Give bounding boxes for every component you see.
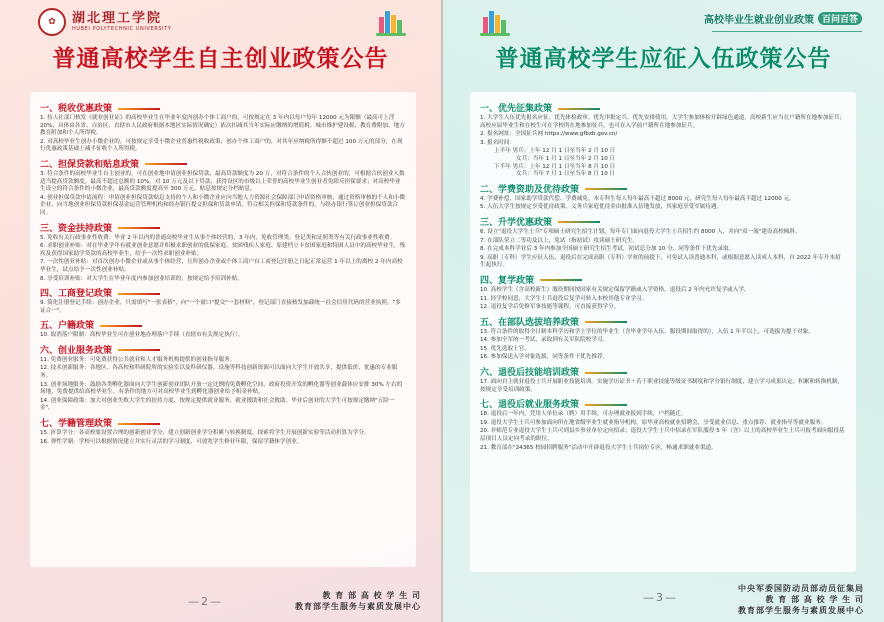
section-title: 五、户籍政策 xyxy=(40,318,406,331)
policy-item: 16. 参加保送入学对象选拔，同等条件下优先推荐。 xyxy=(480,354,609,361)
section-title: 三、升学优惠政策 xyxy=(480,215,846,228)
page-number: —2— xyxy=(188,595,223,608)
section-title: 四、工商登记政策 xyxy=(40,286,406,299)
page-title: 普通高校学生应征入伍政策公告 xyxy=(495,46,832,72)
policy-content xyxy=(470,92,856,572)
policy-item: 13. 创业场地服务：鼓励各类孵化器面向大学生创新创业团队开放一定比例的免费孵化空间，政府投资开发的孵化器等创业载体应安排 30% 左右的场地，免费提供给高校毕业生。有条件的地方可对高校毕业生到孵化器创业给予租金补贴。 xyxy=(40,381,403,396)
section-title: 六、退役后技能培训政策 xyxy=(480,365,846,378)
policy-item: 5. 免收有关行政事业性收费：毕业 2 年以内的普通高校毕业生从事个体经营的，3 年内，免收管理类、登记类和证照类等有关行政事业性收费。 xyxy=(40,234,396,241)
series-header xyxy=(704,11,862,26)
policy-item: 7. 一次性创业补贴：对首次创办小微企业或从事个体经营，且所创办企业或个体工商户自工商登记注册之日起正常运营 1 年以上的离校 2 年内高校毕业生，试点给予一次性创业补贴。 xyxy=(40,259,403,273)
section-title: 二、学费资助及优待政策 xyxy=(480,182,846,195)
school-name: 湖北理工学院 xyxy=(72,11,163,26)
employment-emblem-icon xyxy=(480,6,510,36)
school-logo xyxy=(38,8,171,36)
issuer-footer xyxy=(295,590,421,612)
issuer-line: 教育部学生服务与素质发展中心 xyxy=(738,606,864,615)
policy-item: 16. 弹性学制：学校可以根据情况建立并实行灵活的学习制度，可放宽学生修业年限，保留学籍休学创业。 xyxy=(40,438,303,445)
policy-item: 7. 在部队荣立二等功及以上，免试（指初试）攻读硕士研究生。 xyxy=(480,237,639,244)
section-title: 七、学籍管理政策 xyxy=(40,416,406,429)
schedule-line: 上半年 男兵：上年 12 月 1 日至当年 2 月 10 日 xyxy=(494,148,616,155)
policy-item: 14. 参加全军统一考试，录取到有关军队院校学习。 xyxy=(480,337,609,344)
policy-item: 12. 技术创新服务：各地区、各高校和科研院所的实验室以及科研仪器、设施等科技创新资源可以面向大学生开放共享，提供低价、优惠的专业服务。 xyxy=(40,365,398,380)
policy-item: 1. 持人社部门核发《就业创业证》的高校毕业生在毕业年度内创办个体工商户的，可按规定在 3 年内以每户每年 12000 元为限额（最高可上浮 20%，具体由各省、自治区、直辖市人民政府根据本地区实际情况确定）依次扣减其当年实际应缴纳的增值税、城市维护建设税、教育费附加、地方教育附加和个人所得税。 xyxy=(40,115,405,137)
policy-item: 21. 教育部在"24365 校园招聘服务"活动中开辟退役大学生士兵岗位专区，畅通求职就业渠道。 xyxy=(480,444,717,451)
policy-item: 11. 经学校同意，大学生士兵退役后复学可转入本校其他专业学习。 xyxy=(480,295,648,302)
section-title: 一、税收优惠政策 xyxy=(40,101,406,114)
series-header-text: 高校毕业生就业创业政策 xyxy=(703,15,814,26)
policy-item: 2. 报名网址：全国征兵网 https://www.gfbzb.gov.cn/ xyxy=(480,131,618,138)
schedule-line: 女兵：当年 1 月 1 日至当年 2 月 10 日 xyxy=(516,155,616,162)
section-title: 三、资金扶持政策 xyxy=(40,221,406,234)
issuer-footer xyxy=(738,583,864,616)
section-title: 一、优先征集政策 xyxy=(480,101,846,114)
policy-item: 12. 退役复学后免修军事技能等课程，可直接获得学分。 xyxy=(480,304,620,311)
section-title: 五、在部队选拔培养政策 xyxy=(480,315,846,328)
issuer-line: 教 育 部 高 校 学 生 司 xyxy=(765,595,864,604)
policy-item: 10. 取消落户限制：高校毕业生可在创业地办理落户手续（直辖市有关规定执行）。 xyxy=(40,332,244,339)
policy-item: 20. 非师范专业退役大学生士兵可到县乡事业单位定向招录；退役大学生士兵中招录在军队服役 5 年（含）以上的高校毕业生士兵可报考面向服役基层项目人员定向考录的职位。 xyxy=(480,428,845,443)
series-badge: 百问百答 xyxy=(818,12,862,25)
policy-item: 11. 免费创业服务：可免费获得公共就业和人才服务机构提供的创业指导服务。 xyxy=(40,356,236,363)
left-page xyxy=(0,0,441,622)
policy-item: 14. 创业保障政策：加大对创业失败大学生的扶持力度，按规定提供就业服务、就业援助和社会救助。毕业后创业的大学生可按规定缴纳"五险一金"。 xyxy=(40,397,395,412)
section-title: 二、担保贷款和贴息政策 xyxy=(40,157,406,170)
policy-item: 3. 符合条件的高校毕业生自主创业的，可在创业地申请创业担保贷款，最高贷款额度为 20 万，对符合条件的个人合伙创业的，可根据合伙创业人数适当提高贷款额度，最高不超过总额的 10%。对 10 万元及以下贷款、获得设区的市级以上荣誉的高校毕业生创业者免除反担保要求；对高校毕业生设立的符合条件的小微企业，最高贷款额度提高至 300 万元，贴息按规定分档贴息。 xyxy=(40,170,405,193)
schedule-line: 下半年 男兵：上年 12 月 1 日至当年 8 月 10 日 xyxy=(494,163,616,170)
policy-item: 8. 在完成本科学业后 3 年内参加全国硕士研究生招生考试，初试总分加 10 分，同等条件下优先录取。 xyxy=(480,246,735,253)
issuer-line: 教育部学生服务与素质发展中心 xyxy=(295,602,421,611)
issuer-line: 中央军委国防动员部动员征集局 xyxy=(738,584,864,593)
policy-item: 4. 学费补偿、国家助学贷款代偿、学费减免。本专科生每人每年最高不超过 8000 元，研究生每人每年最高不超过 12000 元。 xyxy=(480,195,795,202)
school-name-en: HUBEI POLYTECHNIC UNIVERSITY xyxy=(72,26,172,32)
page-title: 普通高校学生自主创业政策公告 xyxy=(52,46,389,72)
policy-item: 8. 享受培训补贴：对大学生在毕业年度内参加创业培训的，按规定给予培训补贴。 xyxy=(40,275,243,282)
policy-item: 18. 退役后一年内，凭用人单位录（聘）用手续，可办理就业报到手续，户档随迁。 xyxy=(480,411,687,418)
page-number: —3— xyxy=(643,591,678,604)
policy-item: 15. 折算学分：各高校要设置合理的创新创业学分，建立创新创业学分积累与转换制度，探索将学生开展创新实验等活动折算为学分。 xyxy=(40,430,370,437)
policy-item: 6. 求职创业补贴：对在毕业学年有就业创业意愿并积极求职创业的低保家庭、贫困残疾人家庭、原建档立卡贫困家庭和特困人员中的高校毕业生，残疾及获得国家助学贷款的高校毕业生，给予一次性求职创业补贴。 xyxy=(40,243,406,257)
section-title: 六、创业服务政策 xyxy=(40,343,406,356)
schedule-line: 女兵：当年 7 月 1 日至当年 8 月 10 日 xyxy=(516,171,616,178)
policy-item: 13. 符合条件的取得全日制本科学历和学士学位的毕业生（含毕业学年入伍、服役期间取得的），入伍 1 年半以上，可选拔为提干对象。 xyxy=(480,328,814,335)
policy-item: 9. 简化注册登记手续：创办企业，只需填写"一张表格"，向"一个窗口"提交"一套材料"，登记部门直接核发加载统一社会信用代码的营业执照。"多证合一"。 xyxy=(40,300,401,314)
policy-item: 4. 创业担保贷款申请流程：申请创业担保贷款贴息支持的个人和小微企业应向当地人力资源社会保障部门申请资格审核，通过资格审核的个人和小微企业，向当地创业担保贷款担保基金运营管理机构和经办银行提交担保和贷款申请，符合相关担保和贷款条件的，与经办银行签订创业担保贷款合同。 xyxy=(40,194,406,216)
policy-item: 15. 优先选取士官。 xyxy=(480,345,530,352)
right-page xyxy=(443,0,884,622)
school-seal-icon: ✿ xyxy=(38,8,66,36)
policy-item: 19. 退役大学生士兵可参加面向所在地省级毕业生就业指导机构，原毕业高校就业招聘会，享受就业信息、重点推荐、就业指导等就业服务。 xyxy=(480,419,827,426)
policy-item: 10. 高校学生（含高校新生）服役期间按国家有关规定保留学籍或入学资格，退役后 2 年内允许复学或入学。 xyxy=(480,286,750,293)
policy-item: 9. 高职（专科）学生应征入伍，退役后在完成高职（专科）学业的前提下，可免试入读普通本科，或根据意愿入读成人本科，自 2022 年专升本招生起执行。 xyxy=(480,254,841,269)
policy-item: 1. 大学生入伍优先报名应征、优先体检政审、优先审批定兵、优先安排使用。大学生参加体检开辟绿色通道。高校新生应当在户籍所在地参加征兵；高校应届毕业生和在校生可在学校所在地参加征兵，也可在入学前户籍所在地参加征兵。 xyxy=(480,115,846,129)
section-title: 七、退役后就业服务政策 xyxy=(480,397,846,410)
policy-item: 3. 报名时间： xyxy=(480,139,516,146)
policy-item: 17. 面向自主就业退役士兵开展职业技能培训。实施学历证书＋若干职业技能等级证书制度和学分银行制度，建立学习成果认定、积累和转换机制，按规定享受培训政策。 xyxy=(480,379,844,393)
policy-content xyxy=(30,92,416,567)
employment-emblem-icon xyxy=(376,6,406,36)
policy-item: 5. 入伍大学生按规定享受优待政策。义务兵家庭优待金由批准入伍地发放，其家庭享受军属待遇。 xyxy=(480,204,723,211)
issuer-line: 教 育 部 高 校 学 生 司 xyxy=(322,591,421,600)
policy-item: 6. 设立"退役大学生士兵"专项硕士研究生招生计划，每年专门面向退役大学生士兵招生约 8000 人，并向"双一流"建设高校倾斜。 xyxy=(480,228,801,235)
section-title: 四、复学政策 xyxy=(480,273,846,286)
policy-item: 2. 对高校毕业生创办小微企业的，可按规定享受小微企业普惠性税收政策；创办个体工商户的，对其年应纳税所得额不超过 100 万元的部分，在现行优惠政策基础上减半征收个人所得税。 xyxy=(40,138,403,153)
